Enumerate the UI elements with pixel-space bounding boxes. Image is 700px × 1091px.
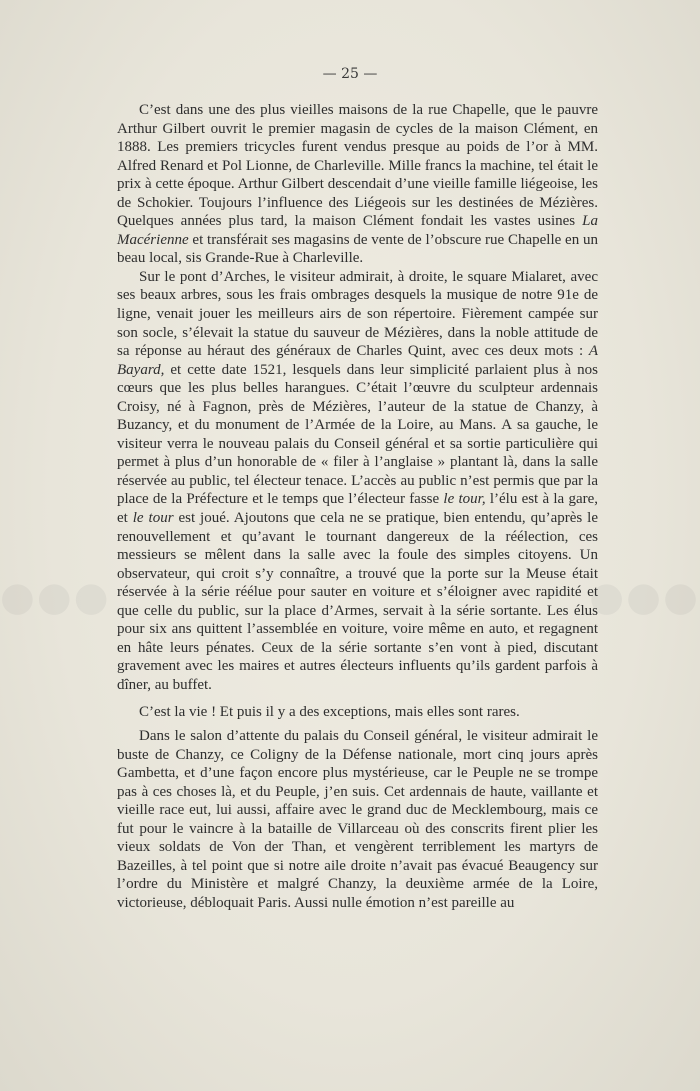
watermark-right: ●●● bbox=[589, 574, 700, 620]
paragraph-2 bbox=[117, 268, 598, 695]
body-text bbox=[117, 101, 598, 913]
italic-text: le tour bbox=[132, 510, 174, 527]
text-run: l’élu est à la gare, et bbox=[117, 491, 598, 527]
paragraph-3 bbox=[117, 703, 598, 722]
text-run: est joué. Ajoutons que cela ne se pratique, bien entendu, qu’après le renouvellement et qu’avant le tournant dangereux de la réélection, ces messieurs se mêlent dans la salle avec la foule des simples citoyens. Un observateur, qui croit s’y connaître, a trouvé que la porte sur la Meuse était réservée à la série réélue pour sauter en voiture et s’éloigner avec rapidité et que celle du public, sur la place d’Armes, servait à la série sortante. Les élus pour six ans quittent l’assemblée en voiture, voire même en auto, et regagnent en hâte leurs pénates. Ceux de la série sortante s’en vont à pied, discutant gravement avec les maires et autres électeurs influents qu’ils gardent parfois à dîner, au buffet. bbox=[117, 510, 598, 693]
paragraph-4 bbox=[117, 727, 598, 912]
text-run: C’est la vie ! Et puis il y a des exceptions, mais elles sont rares. bbox=[139, 703, 520, 720]
italic-text: La Macérienne bbox=[117, 213, 598, 248]
text-run: et cette date 1521, lesquels dans leur simplicité parlaient plus à nos cœurs que les plus belles harangues. C’était l’œuvre du sculpteur ardennais Croisy, né à Fagnon, près de Mézières, l’auteur de la statue de Chanzy, à Buzancy, et du monument de l’Armée de la Loire, au Mans. A sa gauche, le visiteur verra le nouveau palais du Conseil général et sa sortie particulière qui permet à plus d’un honorable de « filer à l’anglaise » plantant là, dans la salle réservée au public, tel électeur tenace. L’accès au public n’est permis que par la place de la Préfecture et le temps que l’électeur fasse bbox=[117, 361, 598, 508]
italic-text: le tour, bbox=[443, 491, 486, 508]
page-number: — 25 — bbox=[322, 66, 378, 82]
watermark-left: ●●● bbox=[0, 574, 111, 620]
italic-text: A Bayard, bbox=[117, 343, 598, 378]
paragraph-1 bbox=[117, 101, 598, 268]
text-run: et transférait ses magasins de vente de l’obscure rue Chapelle en un beau local, sis Grande-Rue à Charleville. bbox=[117, 231, 598, 267]
text-run: Sur le pont d’Arches, le visiteur admirait, à droite, le square Mialaret, avec ses beaux arbres, sous les frais ombrages desquels la musique de notre 91e de ligne, venait jouer les meilleurs airs de son répertoire. Fièrement campée sur son socle, s’élevait la statue du sauveur de Mézières, dans la noble attitude de sa réponse au héraut des généraux de Charles Quint, avec ces deux mots : bbox=[117, 268, 598, 360]
text-run: C’est dans une des plus vieilles maisons de la rue Chapelle, que le pauvre Arthur Gilbert ouvrit le premier magasin de cycles de la maison Clément, en 1888. Les premiers tricycles furent vendus presque au poids de l’or à MM. Alfred Renard et Pol Lionne, de Charleville. Mille francs la machine, tel était le prix à cette époque. Arthur Gilbert descendait d’une vieille famille liégeoise, les de Schokier. Toujours l’influence des Liégeois sur les destinées de Mézières. Quelques années plus tard, la maison Clément fondait les vastes usines bbox=[117, 102, 598, 230]
text-run: Dans le salon d’attente du palais du Conseil général, le visiteur admirait le buste de Chanzy, ce Coligny de la Défense nationale, mort cinq jours après Gambetta, et d’une façon encore plus mystérieuse, car le Peuple ne se trompe pas à ces choses là, et du Peuple, j’en suis. Cet ardennais de haute, vaillante et vieille race eut, lui aussi, affaire avec le grand duc de Mecklembourg, mais ce fut pour le vaincre à la bataille de Villarceau où des conscrits firent plier les vieux soldats de Von der Than, et vengèrent terriblement les martyrs de Bazeilles, à tel point que si notre aile droite n’avait pas évacué Beaugency sur l’ordre du Ministère et malgré Chanzy, la deuxième armée de la Loire, victorieuse, débloquait Paris. Aussi nulle émotion n’est pareille au bbox=[117, 728, 598, 911]
